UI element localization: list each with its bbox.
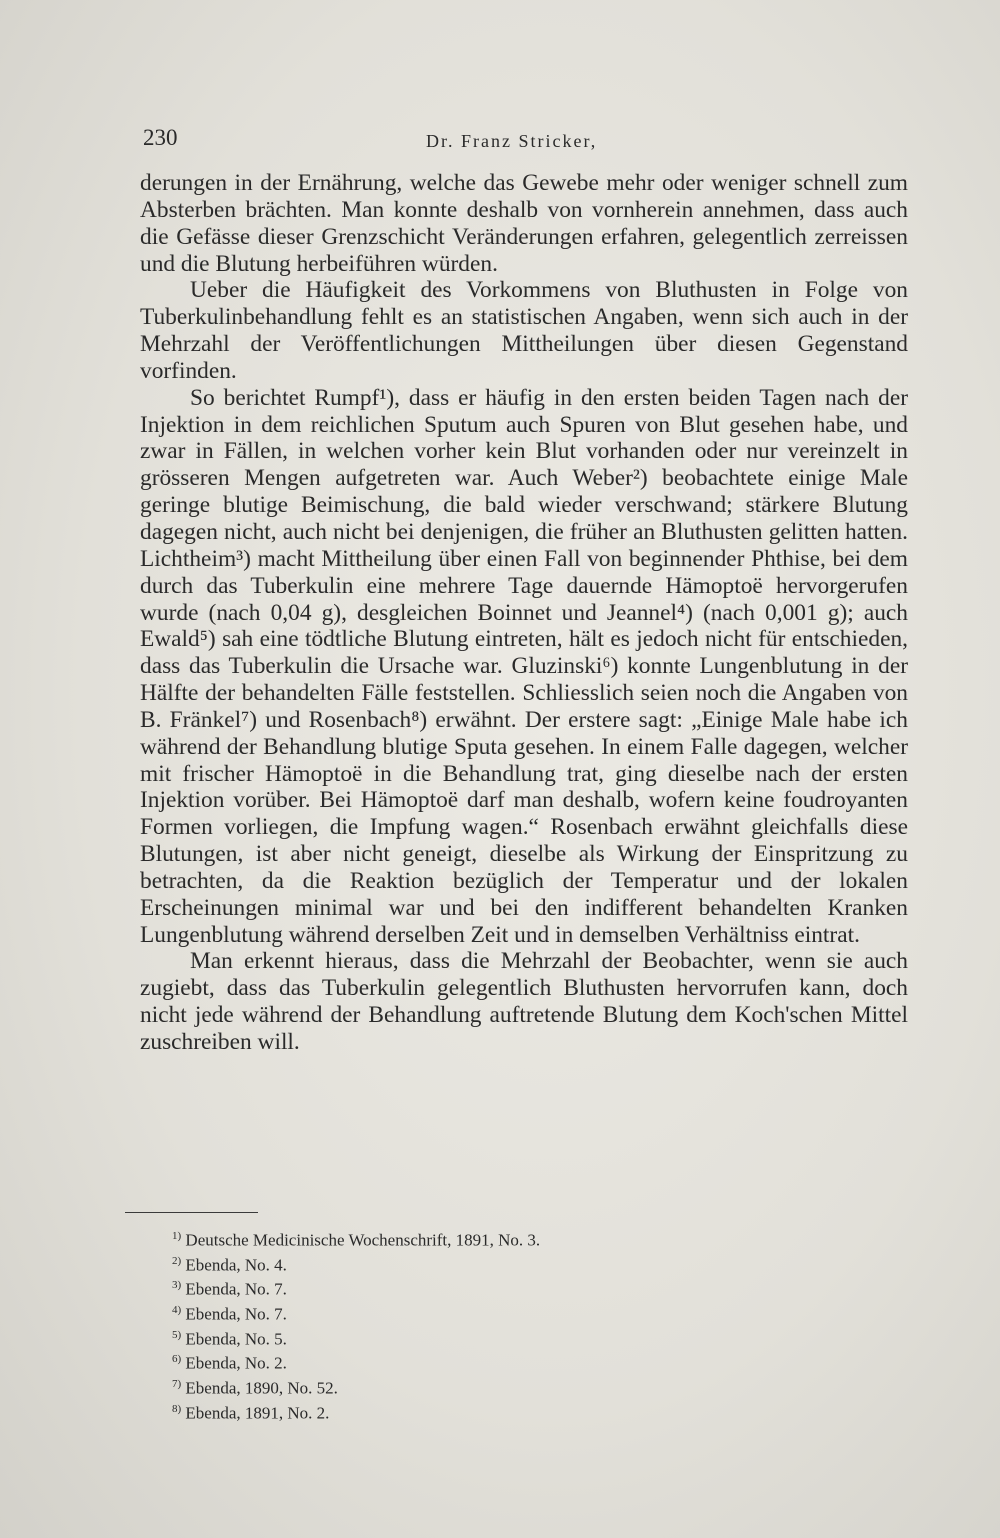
- paragraph: Ueber die Häufigkeit des Vorkommens von Bluthusten in Folge von Tuberkulinbehandlung fehlt es an statistischen Angaben, wenn sich auch in der Mehrzahl der Veröffentlichungen Mittheilungen über diesen Gegenstand vorfinden.: [140, 277, 908, 384]
- footnote-mark: 1): [172, 1230, 182, 1242]
- page-number: 230: [143, 125, 178, 150]
- footnote: [172, 1325, 772, 1350]
- footnote-text: Ebenda, No. 5.: [185, 1329, 287, 1349]
- footnote-mark: 8): [172, 1402, 182, 1415]
- footnote-rule: [125, 1212, 258, 1213]
- footnote: [172, 1300, 772, 1325]
- footnote: [172, 1226, 772, 1251]
- footnote-mark: 2): [172, 1254, 182, 1267]
- footnote-text: Ebenda, 1890, No. 52.: [185, 1378, 338, 1398]
- footnotes: [172, 1226, 772, 1423]
- running-head: Dr. Franz Stricker,: [426, 131, 598, 151]
- footnote-text: Ebenda, No. 7.: [185, 1279, 287, 1299]
- footnote-text: Ebenda, No. 2.: [185, 1353, 287, 1373]
- footnote-mark: 6): [172, 1353, 182, 1366]
- footnote: [172, 1349, 772, 1374]
- footnote: [172, 1251, 772, 1276]
- paragraph: So berichtet Rumpf¹), dass er häufig in den ersten beiden Tagen nach der Injektion in dem reichlichen Sputum auch Spuren von Blut gesehen habe, und zwar in Fällen, in welchen vorher kein Blut vorhanden oder nur vereinzelt in grösseren Mengen aufgetreten war. Auch Weber²) beobachtete einige Male geringe blutige Beimischung, die bald wieder verschwand; stärkere Blutung dagegen nicht, auch nicht bei denjenigen, die früher an Bluthusten gelitten hatten. Lichtheim³) macht Mittheilung über einen Fall von beginnender Phthise, bei dem durch das Tuberkulin eine mehrere Tage dauernde Hämoptoë hervorgerufen wurde (nach 0,04 g), desgleichen Boinnet und Jeannel⁴) (nach 0,001 g); auch Ewald⁵) sah eine tödtliche Blutung eintreten, hält es jedoch nicht für entschieden, dass das Tuberkulin die Ursache war. Gluzinski⁶) konnte Lungenblutung in der Hälfte der behandelten Fälle feststellen. Schliesslich seien noch die Angaben von B. Fränkel⁷) und Rosenbach⁸) erwähnt. Der erstere sagt: „Einige Male habe ich während der Behandlung blutige Sputa gesehen. In einem Falle dagegen, welcher mit frischer Hämoptoë in die Behandlung trat, ging dieselbe nach der ersten Injektion vorüber. Bei Hämoptoë darf man deshalb, wofern keine foudroyanten Formen vorliegen, die Impfung wagen.“ Rosenbach erwähnt gleichfalls diese Blutungen, ist aber nicht geneigt, dieselbe als Wirkung der Einspritzung zu betrachten, da die Reaktion bezüglich der Temperatur und der lokalen Erscheinungen minimal war und bei den indifferent behandelten Kranken Lungenblutung während derselben Zeit und in demselben Verhältniss eintrat.: [140, 384, 908, 948]
- footnote: [172, 1374, 772, 1399]
- footnote-text: Ebenda, 1891, No. 2.: [185, 1403, 330, 1423]
- paragraph: Man erkennt hieraus, dass die Mehrzahl der Beobachter, wenn sie auch zugiebt, dass das Tuberkulin gelegentlich Bluthusten hervorrufen kann, doch nicht jede während der Behandlung auftretende Blutung dem Koch'schen Mittel zuschreiben will.: [140, 948, 908, 1055]
- paragraph: derungen in der Ernährung, welche das Gewebe mehr oder weniger schnell zum Absterben brächten. Man konnte deshalb von vornherein annehmen, dass auch die Gefässe dieser Grenzschicht Veränderungen erfahren, gelegentlich zerreissen und die Blutung herbeiführen würden.: [140, 170, 908, 277]
- footnote-mark: 5): [172, 1328, 182, 1341]
- footnote-mark: 7): [172, 1377, 182, 1390]
- footnote-text: Deutsche Medicinische Wochenschrift, 1891, No. 3.: [185, 1230, 541, 1250]
- footnote: [172, 1275, 772, 1300]
- footnote-text: Ebenda, No. 4.: [185, 1255, 287, 1275]
- page-header: [143, 125, 913, 161]
- footnote-text: Ebenda, No. 7.: [185, 1304, 287, 1324]
- footnote-mark: 4): [172, 1303, 182, 1316]
- footnote: [172, 1399, 772, 1424]
- footnote-mark: 3): [172, 1279, 182, 1292]
- body-text: [140, 170, 908, 1056]
